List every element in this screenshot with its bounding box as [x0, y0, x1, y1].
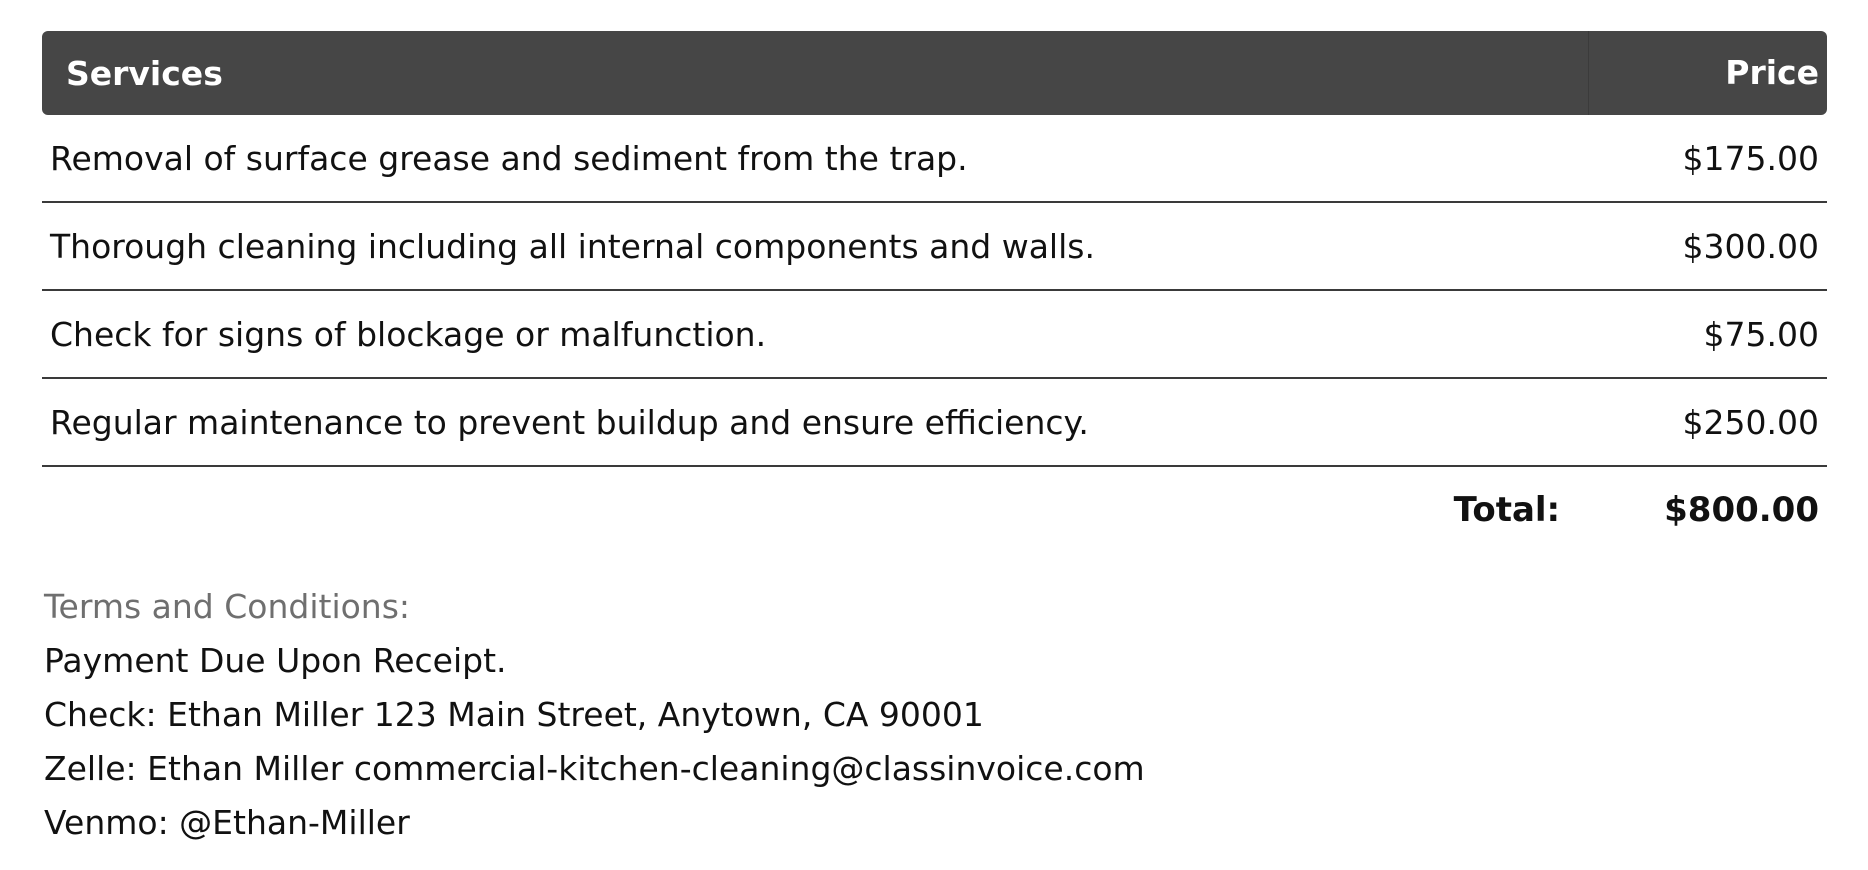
service-price: $75.00	[1703, 314, 1819, 354]
service-description: Regular maintenance to prevent buildup and ensure efficiency.	[50, 402, 1089, 442]
services-column-header: Services	[66, 53, 223, 93]
service-description: Thorough cleaning including all internal components and walls.	[50, 226, 1095, 266]
terms-section	[44, 580, 1145, 850]
service-description: Check for signs of blockage or malfunction.	[50, 314, 767, 354]
table-row	[42, 115, 1827, 203]
terms-line-zelle: Zelle: Ethan Miller commercial-kitchen-cleaning@classinvoice.com	[44, 749, 1145, 788]
terms-line-payment: Payment Due Upon Receipt.	[44, 641, 507, 680]
terms-line-venmo: Venmo: @Ethan-Miller	[44, 803, 410, 842]
service-description: Removal of surface grease and sediment from the trap.	[50, 138, 968, 178]
service-price: $250.00	[1682, 402, 1819, 442]
price-column-header: Price	[1588, 31, 1827, 115]
terms-line-check: Check: Ethan Miller 123 Main Street, Anytown, CA 90001	[44, 695, 984, 734]
service-price: $175.00	[1682, 138, 1819, 178]
table-row	[42, 379, 1827, 467]
table-header	[42, 31, 1827, 115]
table-row	[42, 203, 1827, 291]
total-label: Total:	[1453, 490, 1561, 530]
services-table	[42, 31, 1827, 553]
total-row	[42, 467, 1827, 553]
service-price: $300.00	[1682, 226, 1819, 266]
terms-heading: Terms and Conditions:	[44, 587, 411, 626]
table-row	[42, 291, 1827, 379]
total-value: $800.00	[1664, 490, 1819, 530]
